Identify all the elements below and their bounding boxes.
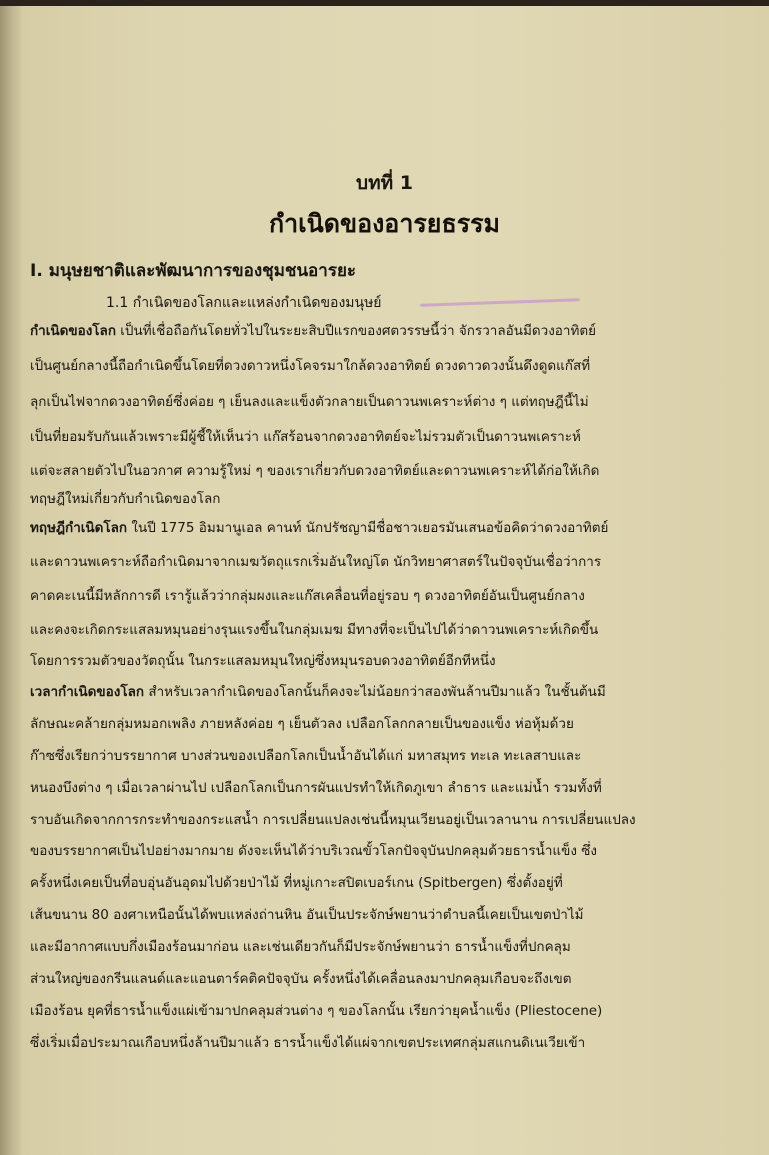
paragraph-line: เป็นศูนย์กลางนี้ถือกำเนิดขึ้นโดยที่ดวงดาวหนึ่งโคจรมาใกล้ดวงอาทิตย์ ดวงดาวดวงนั้นดึงดูดแก๊สที่ [30, 358, 591, 374]
paragraph-line: คาดคะเนนี้มีหลักการดี เรารู้แล้วว่ากลุ่มผงและแก๊สเคลื่อนที่อยู่รอบ ๆ ดวงอาทิตย์อันเป็นศูนย์กลาง [30, 588, 585, 604]
paragraph-line: ลักษณะคล้ายกลุ่มหมอกเพลิง ภายหลังค่อย ๆ เย็นตัวลง เปลือกโลกกลายเป็นของแข็ง ห่อหุ้มด้วย [30, 716, 574, 732]
paragraph-line: หนองบึงต่าง ๆ เมื่อเวลาผ่านไป เปลือกโลกเป็นการผันแปรทำให้เกิดภูเขา ลำธาร และแม่น้ำ รวมทั้งที่ [30, 780, 602, 796]
paragraph-lead: เวลากำเนิดของโลก [30, 684, 145, 700]
paragraph-line: เมืองร้อน ยุคที่ธารน้ำแข็งแผ่เข้ามาปกคลุมส่วนต่าง ๆ ของโลกนั้น เรียกว่ายุคน้ำแข็ง (Pliestocene) [30, 1003, 603, 1019]
section-heading: I. มนุษยชาติและพัฒนาการของชุมชนอารยะ [30, 261, 357, 281]
paragraph-line: เวลากำเนิดของโลก สำหรับเวลากำเนิดของโลกนั้นก็คงจะไม่น้อยกว่าสองพันล้านปีมาแล้ว ในชั้นต้นมี [30, 684, 606, 700]
chapter-title: กำเนิดของอารยธรรม [268, 209, 501, 238]
paragraph-line: แต่จะสลายตัวไปในอวกาศ ความรู้ใหม่ ๆ ของเราเกี่ยวกับดวงอาทิตย์และดาวนพเคราะห์ได้ก่อให้เกิด [30, 463, 600, 479]
paragraph-line: ราบอันเกิดจากการกระทำของกระแสน้ำ การเปลี่ยนแปลงเช่นนี้หมุนเวียนอยู่เป็นเวลานาน การเปลี่ยนแปลง [30, 812, 636, 828]
paragraph-line: ของบรรยากาศเป็นไปอย่างมากมาย ดังจะเห็นได้ว่าบริเวณขั้วโลกปัจจุบันปกคลุมด้วยธารน้ำแข็ง ซึ่ง [30, 843, 597, 859]
paragraph-line: และคงจะเกิดกระแสลมหมุนอย่างรุนแรงขึ้นในกลุ่มเมฆ มีทางที่จะเป็นไปได้ว่าดาวนพเคราะห์เกิดขึ้น [30, 622, 599, 638]
paragraph-line: ก๊าซซึ่งเรียกว่าบรรยากาศ บางส่วนของเปลือกโลกเป็นน้ำอันได้แก่ มหาสมุทร ทะเล ทะเลสาบและ [30, 748, 582, 764]
paragraph-line: ครั้งหนึ่งเคยเป็นที่อบอุ่นอันอุดมไปด้วยป่าไม้ ที่หมู่เกาะสปิตเบอร์เกน (Spitbergen) ซึ่งตั้งอยู่ที่ [30, 875, 563, 891]
paragraph-lead: ทฤษฎีกำเนิดโลก [30, 520, 128, 536]
paragraph-line: กำเนิดของโลก เป็นที่เชื่อถือกันโดยทั่วไปในระยะสิบปีแรกของศตวรรษนี้ว่า จักรวาลอันมีดวงอาทิตย์ [30, 323, 597, 339]
paragraph-line: ซึ่งเริ่มเมื่อประมาณเกือบหนึ่งล้านปีมาแล้ว ธารน้ำแข็งได้แผ่จากเขตประเทศกลุ่มสแกนดิเนเวียเข้า [30, 1035, 586, 1051]
paragraph-line: และดาวนพเคราะห์ถือกำเนิดมาจากเมฆวัตถุแรกเริ่มอันใหญ่โต นักวิทยาศาสตร์ในปัจจุบันเชื่อว่าการ [30, 554, 602, 570]
paragraph-line: และมีอากาศแบบกึ่งเมืองร้อนมาก่อน และเช่นเดียวกันก็มีประจักษ์พยานว่า ธารน้ำแข็งที่ปกคลุม [30, 939, 571, 955]
chapter-label: บทที่ 1 [356, 172, 413, 194]
paragraph-line: โดยการรวมตัวของวัตถุนั้น ในกระแสลมหมุนใหญ่ซึ่งหมุนรอบดวงอาทิตย์อีกทีหนึ่ง [30, 653, 496, 669]
paragraph-line: ลุกเป็นไฟจากดวงอาทิตย์ซึ่งค่อย ๆ เย็นลงและแข็งตัวกลายเป็นดาวนพเคราะห์ต่าง ๆ แต่ทฤษฎีนี้ไม่ [30, 394, 589, 410]
subsection-heading: 1.1 กำเนิดของโลกและแหล่งกำเนิดของมนุษย์ [106, 295, 382, 311]
paragraph-line: ส่วนใหญ่ของกรีนแลนด์และแอนตาร์คติคปัจจุบัน ครั้งหนึ่งได้เคลื่อนลงมาปกคลุมเกือบจะถึงเขต [30, 971, 572, 987]
paragraph-line: เส้นขนาน 80 องศาเหนือนั้นได้พบแหล่งถ่านหิน อันเป็นประจักษ์พยานว่าตำบลนี้เคยเป็นเขตป่าไม้ [30, 907, 584, 923]
paragraph-line: เป็นที่ยอมรับกันแล้วเพราะมีผู้ชี้ให้เห็นว่า แก๊สร้อนจากดวงอาทิตย์จะไม่รวมตัวเป็นดาวนพเคราะห์ [30, 429, 581, 445]
paragraph-line: ทฤษฎีใหม่เกี่ยวกับกำเนิดของโลก [30, 491, 221, 507]
paragraph-lead: กำเนิดของโลก [30, 323, 116, 339]
paragraph-line: ทฤษฎีกำเนิดโลก ในปี 1775 อิมมานูเอล คานท์ นักปรัชญามีชื่อชาวเยอรมันเสนอข้อคิดว่าดวงอาทิตย์ [30, 520, 609, 536]
